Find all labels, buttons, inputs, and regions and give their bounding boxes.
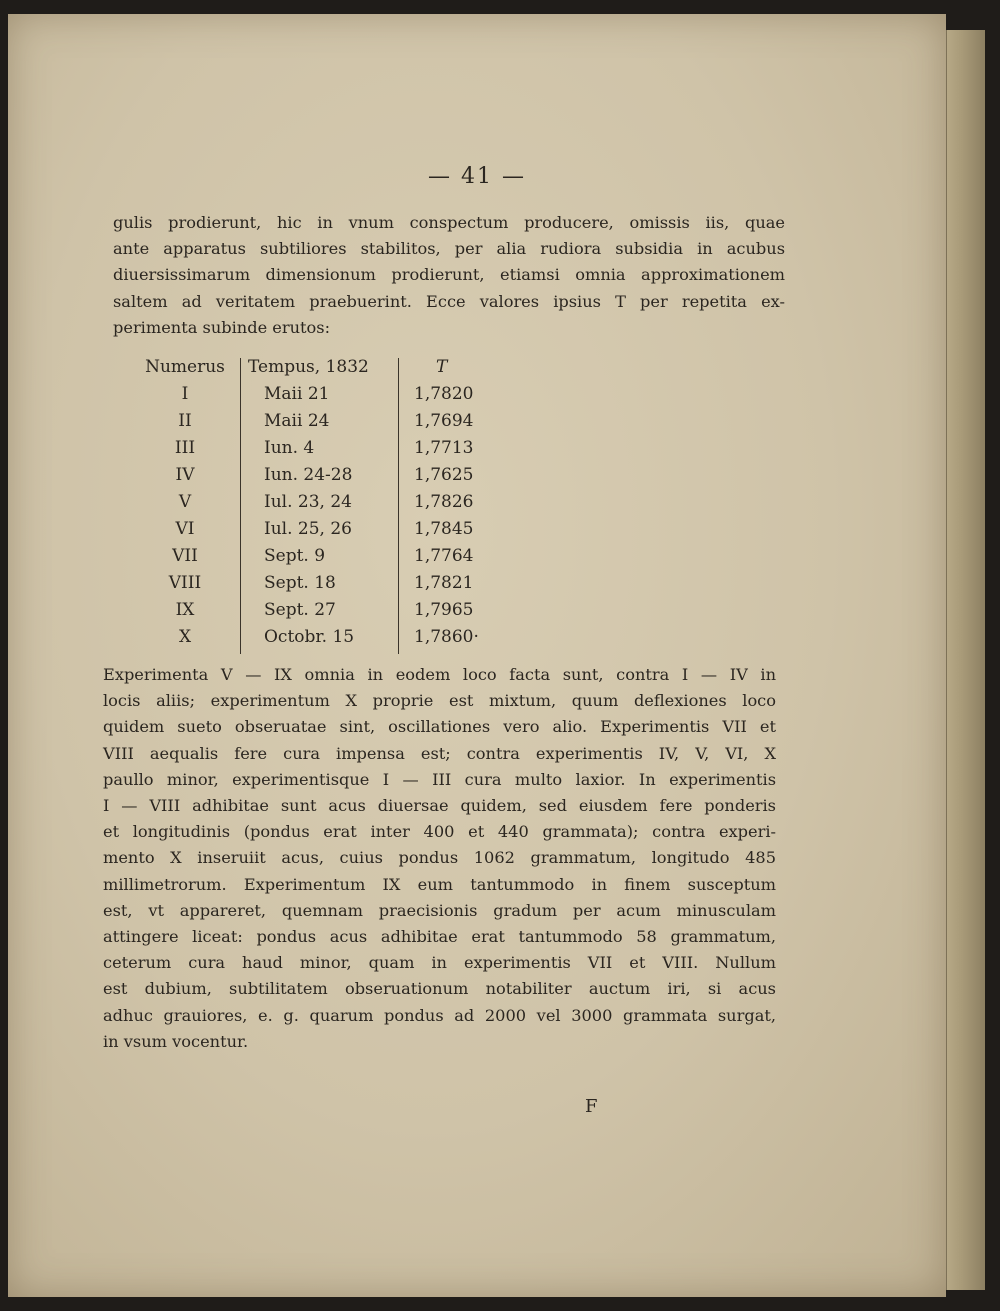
cell-numerus: I bbox=[181, 384, 189, 404]
cell-tempus: Maii 24 bbox=[264, 411, 330, 431]
table-rule bbox=[398, 358, 399, 654]
paragraph-line: paullo minor, experimentisque I — III cura multo laxior. In experimentis bbox=[103, 769, 776, 789]
paragraph-line: VIII aequalis fere cura impensa est; contra experimentis IV, V, VI, X bbox=[103, 743, 776, 763]
table-row bbox=[136, 462, 496, 489]
cell-numerus: VII bbox=[172, 546, 198, 566]
cell-t: 1,7625 bbox=[414, 465, 474, 485]
column-header-t: T bbox=[436, 357, 448, 377]
column-header-tempus: Tempus, 1832 bbox=[248, 357, 369, 377]
cell-numerus: III bbox=[174, 438, 196, 458]
paragraph-line: diuersissimarum dimensionum prodierunt, etiamsi omnia approximationem bbox=[113, 265, 785, 285]
cell-numerus: X bbox=[178, 627, 192, 647]
paragraph-line: saltem ad veritatem praebuerint. Ecce valores ipsius T per repetita ex- bbox=[113, 291, 785, 311]
table-row bbox=[136, 435, 496, 462]
table-row bbox=[136, 570, 496, 597]
paragraph-line: attingere liceat: pondus acus adhibitae erat tantummodo 58 grammatum, bbox=[103, 927, 776, 947]
cell-tempus: Maii 21 bbox=[264, 384, 330, 404]
paragraph-line: est dubium, subtilitatem obseruationum notabiliter auctum iri, si acus bbox=[103, 979, 776, 999]
cell-numerus: IX bbox=[175, 600, 195, 620]
paragraph-line: adhuc grauiores, e. g. quarum pondus ad 2000 vel 3000 grammata surgat, bbox=[103, 1005, 776, 1025]
cell-t: 1,7845 bbox=[414, 519, 474, 539]
paragraph-discussion bbox=[103, 662, 776, 1055]
cell-tempus: Sept. 9 bbox=[264, 546, 326, 566]
cell-t: 1,7713 bbox=[414, 438, 474, 458]
table-rule bbox=[240, 358, 241, 654]
cell-numerus: VI bbox=[175, 519, 195, 539]
paragraph-intro bbox=[113, 210, 785, 341]
cell-numerus: V bbox=[178, 492, 192, 512]
measurement-table bbox=[136, 354, 496, 651]
paragraph-line: gulis prodierunt, hic in vnum conspectum producere, omissis iis, quae bbox=[113, 213, 785, 232]
paragraph-line: ante apparatus subtiliores stabilitos, per alia rudiora subsidia in acubus bbox=[113, 239, 785, 259]
table-row bbox=[136, 516, 496, 543]
paragraph-line: Experimenta V — IX omnia in eodem loco facta sunt, contra I — IV in bbox=[103, 665, 776, 684]
cell-tempus: Iun. 4 bbox=[264, 438, 315, 458]
cell-t: 1,7764 bbox=[414, 546, 474, 566]
paragraph-line: et longitudinis (pondus erat inter 400 et 440 grammata); contra experi- bbox=[103, 822, 776, 842]
cell-t: 1,7694 bbox=[414, 411, 474, 431]
book-page bbox=[8, 14, 946, 1297]
cell-t: 1,7965 bbox=[414, 600, 474, 620]
page-header: — 41 — bbox=[428, 164, 526, 189]
paragraph-line: est, vt appareret, quemnam praecisionis gradum per acum minusculam bbox=[103, 900, 776, 920]
paragraph-line: perimenta subinde erutos: bbox=[113, 317, 331, 337]
table-header-row bbox=[136, 354, 496, 381]
cell-tempus: Iul. 23, 24 bbox=[264, 492, 352, 512]
cell-numerus: VIII bbox=[168, 573, 202, 593]
cell-numerus: II bbox=[178, 411, 192, 431]
cell-t: 1,7826 bbox=[414, 492, 474, 512]
cell-t: 1,7821 bbox=[414, 573, 474, 593]
cell-t: 1,7820 bbox=[414, 384, 474, 404]
paragraph-line: mento X inseruiit acus, cuius pondus 1062 grammatum, longitudo 485 bbox=[103, 848, 776, 868]
table-row bbox=[136, 543, 496, 570]
paragraph-line: millimetrorum. Experimentum IX eum tantummodo in finem susceptum bbox=[103, 874, 776, 894]
cell-tempus: Octobr. 15 bbox=[264, 627, 355, 647]
paragraph-line: in vsum vocentur. bbox=[103, 1031, 249, 1051]
signature-mark: F bbox=[585, 1096, 598, 1117]
table-row bbox=[136, 408, 496, 435]
cell-tempus: Sept. 27 bbox=[264, 600, 336, 620]
cell-tempus: Iun. 24-28 bbox=[264, 465, 353, 485]
cell-tempus: Sept. 18 bbox=[264, 573, 336, 593]
table-row bbox=[136, 624, 496, 651]
paragraph-line: I — VIII adhibitae sunt acus diuersae quidem, sed eiusdem fere ponderis bbox=[103, 796, 776, 816]
table-row bbox=[136, 597, 496, 624]
column-header-numerus: Numerus bbox=[145, 357, 225, 377]
table-row bbox=[136, 381, 496, 408]
page-stack-edge bbox=[946, 30, 985, 1290]
paragraph-line: ceterum cura haud minor, quam in experimentis VII et VIII. Nullum bbox=[103, 953, 776, 973]
cell-numerus: IV bbox=[175, 465, 195, 485]
paragraph-line: quidem sueto obseruatae sint, oscillationes vero alio. Experimentis VII et bbox=[103, 717, 776, 737]
cell-t: 1,7860· bbox=[414, 627, 479, 647]
cell-tempus: Iul. 25, 26 bbox=[264, 519, 352, 539]
table-row bbox=[136, 489, 496, 516]
paragraph-line: locis aliis; experimentum X proprie est mixtum, quum deflexiones loco bbox=[103, 691, 776, 711]
